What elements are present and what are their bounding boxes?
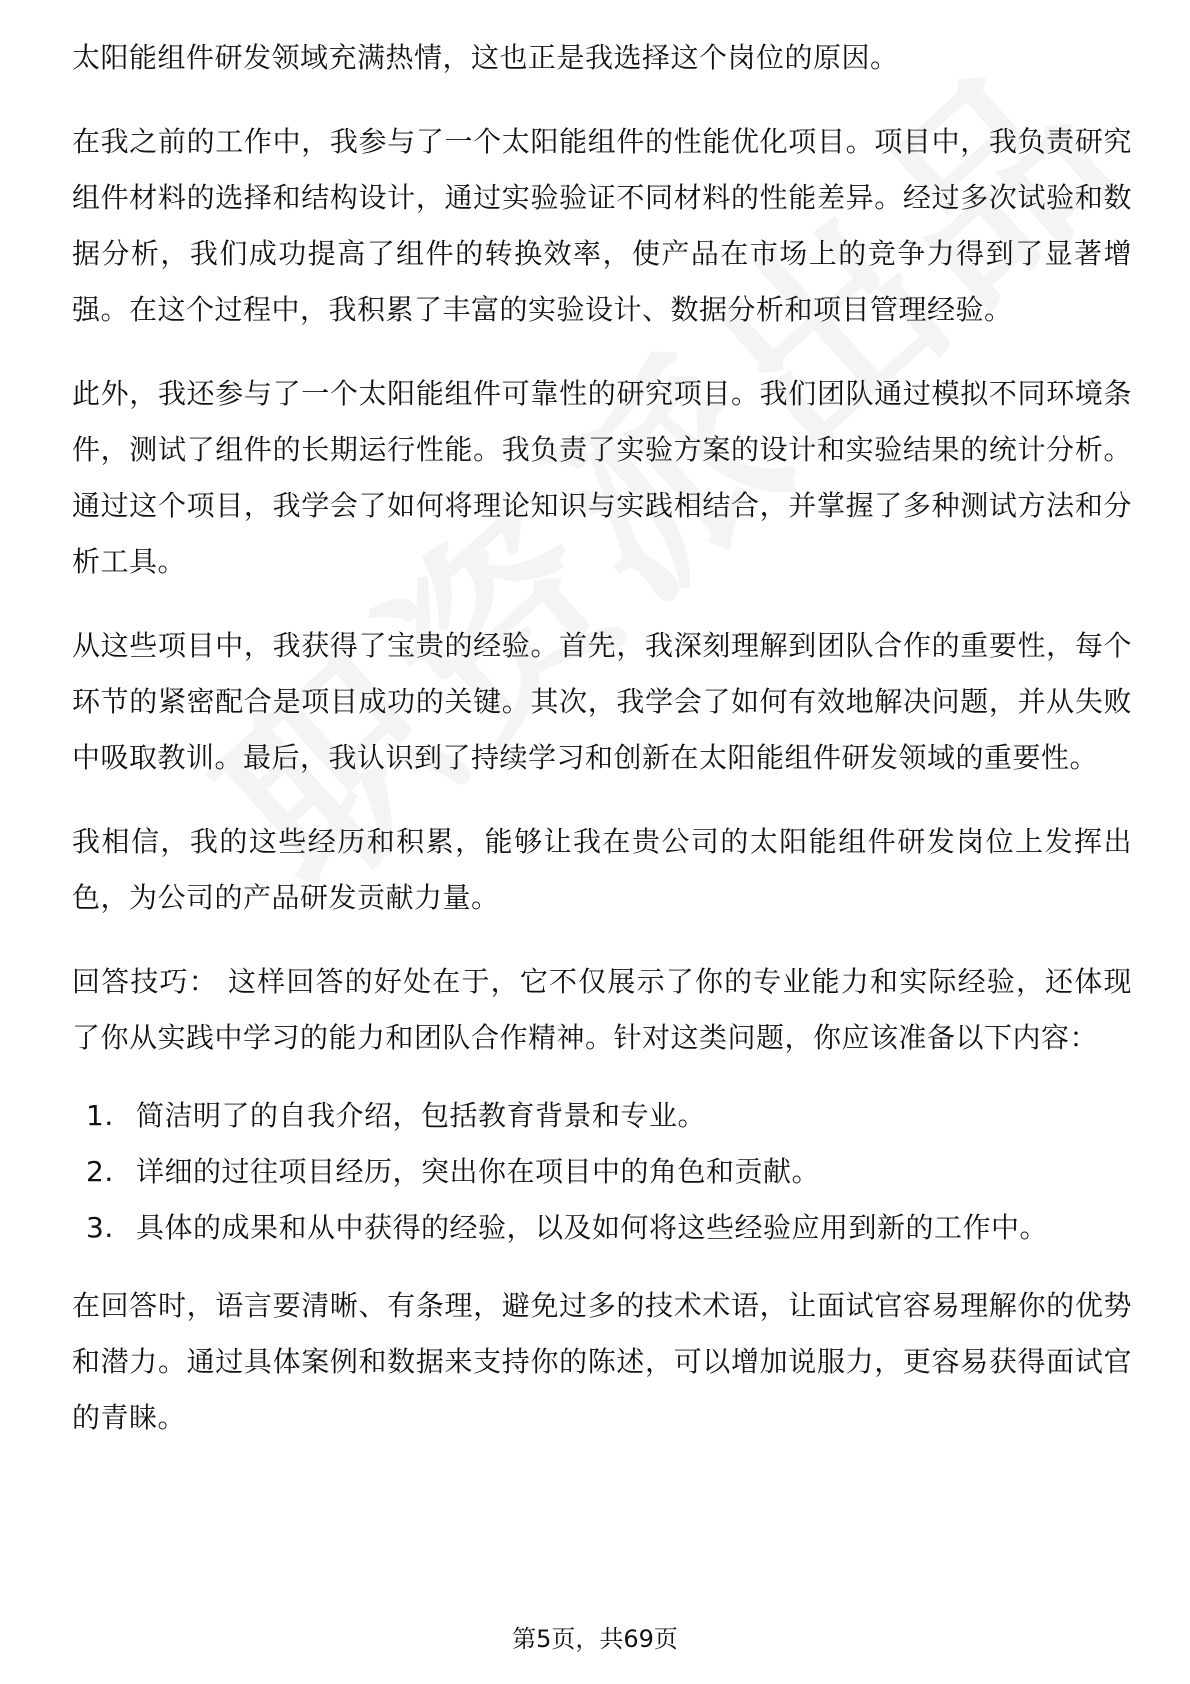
page-number-footer: 第5页，共69页 [512,1625,678,1653]
document-body [72,0,1132,1474]
paragraph-intro-end: 太阳能组件研发领域充满热情，这也正是我选择这个岗位的原因。 [72,41,899,74]
paragraph-closing-advice: 在回答时，语言要清晰、有条理，避免过多的技术术语，让面试官容易理解你的优势和潜力。通过具体案例和数据来支持你的陈述，可以增加说服力，更容易获得面试官的青睐。 [72,1289,1132,1434]
list-item-number: 2. [86,1155,114,1188]
paragraph-performance-project: 在我之前的工作中，我参与了一个太阳能组件的性能优化项目。项目中，我负责研究组件材料的选择和结构设计，通过实验验证不同材料的性能差异。经过多次试验和数据分析，我们成功提高了组件的转换效率，使产品在市场上的竞争力得到了显著增强。在这个过程中，我积累了丰富的实验设计、数据分析和项目管理经验。 [72,125,1132,326]
list-item [72,1144,1132,1200]
list-item-number: 3. [86,1211,114,1244]
list-item [72,1088,1132,1144]
paragraph-reliability-project: 此外，我还参与了一个太阳能组件可靠性的研究项目。我们团队通过模拟不同环境条件，测试了组件的长期运行性能。我负责了实验方案的设计和实验结果的统计分析。通过这个项目，我学会了如何将理论知识与实践相结合，并掌握了多种测试方法和分析工具。 [72,377,1132,578]
list-item-text: 详细的过往项目经历，突出你在项目中的角色和贡献。 [136,1155,821,1188]
clipped-top-line-text [72,0,1038,10]
preparation-list [72,1088,1132,1256]
list-item-text: 具体的成果和从中获得的经验，以及如何将这些经验应用到新的工作中。 [136,1211,1049,1244]
list-item-number: 1. [86,1099,114,1132]
paragraph-answer-tips: 回答技巧： 这样回答的好处在于，它不仅展示了你的专业能力和实际经验，还体现了你从实践中学习的能力和团队合作精神。针对这类问题，你应该准备以下内容： [72,965,1132,1054]
paragraph-conclusion: 我相信，我的这些经历和积累，能够让我在贵公司的太阳能组件研发岗位上发挥出色，为公司的产品研发贡献力量。 [72,825,1132,914]
list-item [72,1200,1132,1256]
paragraph-lessons: 从这些项目中，我获得了宝贵的经验。首先，我深刻理解到团队合作的重要性，每个环节的紧密配合是项目成功的关键。其次，我学会了如何有效地解决问题，并从失败中吸取教训。最后，我认识到了持续学习和创新在太阳能组件研发领域的重要性。 [72,629,1132,774]
list-item-text: 简洁明了的自我介绍，包括教育背景和专业。 [136,1099,707,1132]
